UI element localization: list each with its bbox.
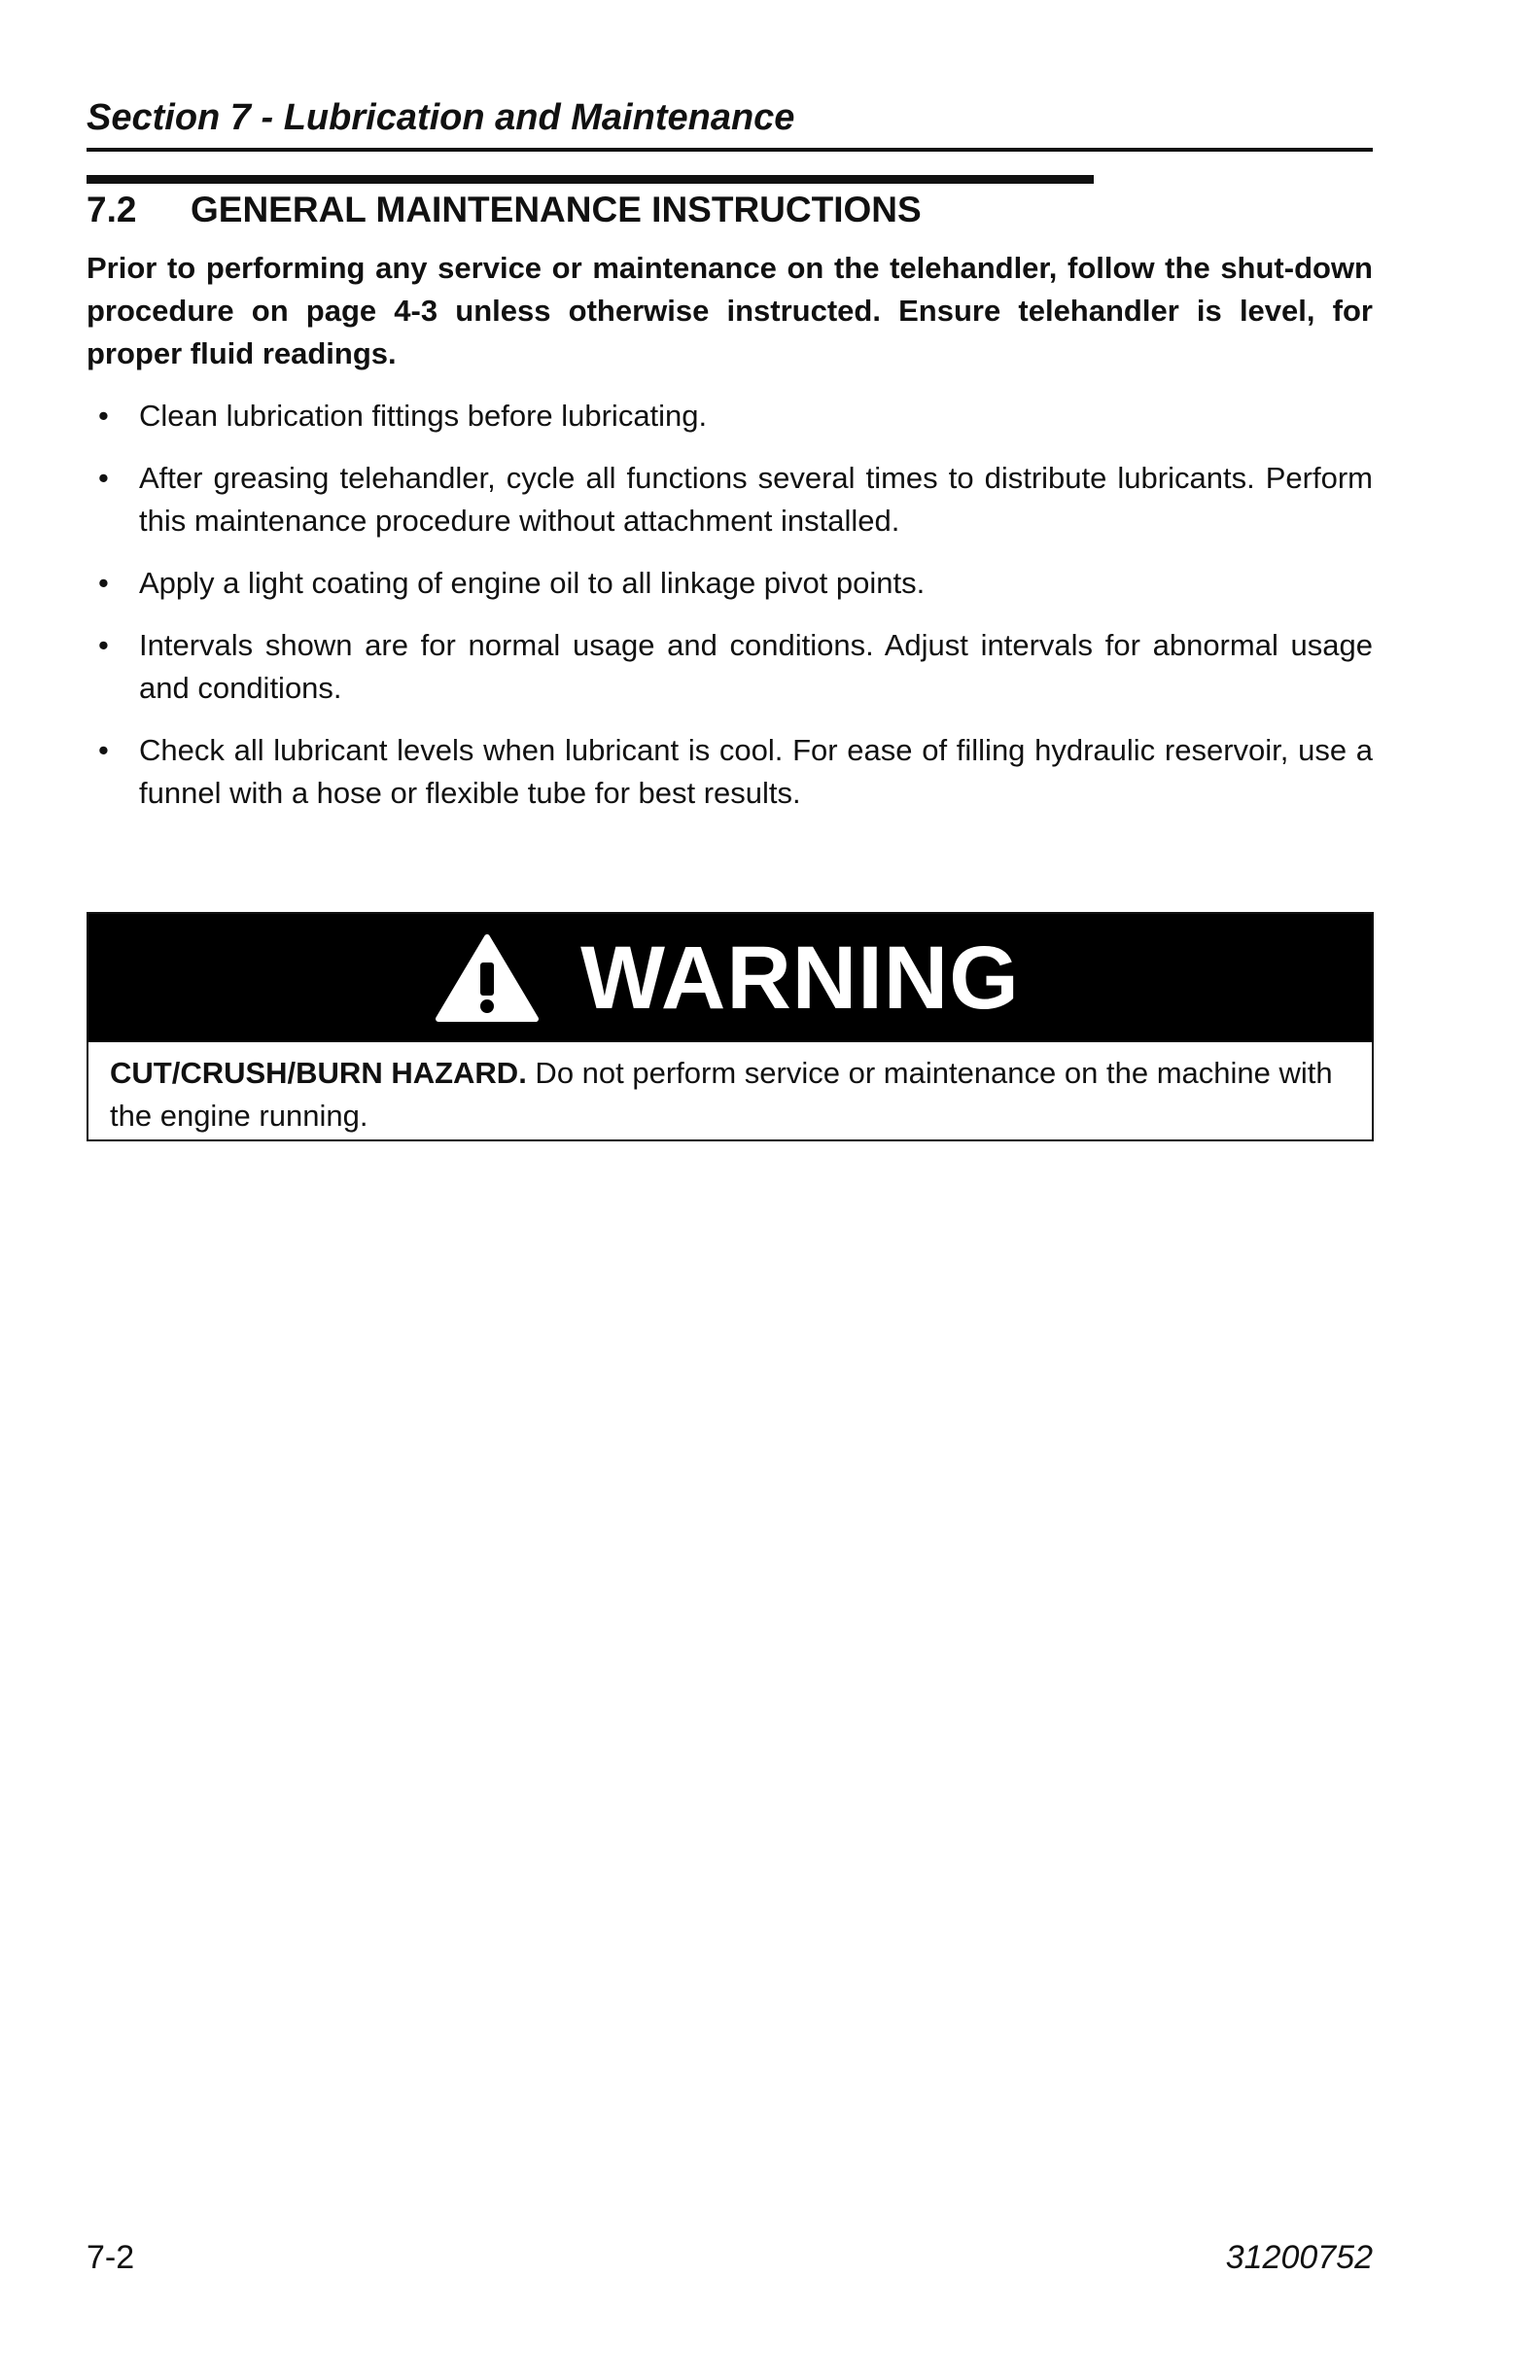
section-heading	[87, 186, 1373, 234]
warning-box	[87, 912, 1374, 1141]
warning-triangle-icon	[435, 933, 540, 1023]
bullet-glyph: •	[98, 399, 109, 433]
bullet-glyph: •	[98, 628, 109, 662]
list-item-text: After greasing telehandler, cycle all functions several times to distribute lubricants. Perform this maintenance procedure without attachment installed.	[139, 461, 1373, 538]
hazard-label: CUT/CRUSH/BURN HAZARD.	[110, 1056, 527, 1090]
section-number: 7.2	[87, 190, 137, 229]
list-item	[87, 562, 1373, 605]
hazard-text: Do not perform service or maintenance on the machine with the engine running.	[110, 1056, 1333, 1133]
intro-paragraph: Prior to performing any service or maintenance on the telehandler, follow the shut-down procedure on page 4-3 unless otherwise instructed. Ensure telehandler is level, for proper fluid readings.	[87, 251, 1373, 370]
warning-banner	[88, 914, 1372, 1042]
document-number: 31200752	[1225, 2239, 1373, 2276]
list-item	[87, 729, 1373, 815]
section-title: GENERAL MAINTENANCE INSTRUCTIONS	[191, 190, 922, 229]
bullet-glyph: •	[98, 566, 109, 600]
bullet-glyph: •	[98, 733, 109, 767]
page-number: 7-2	[87, 2239, 135, 2276]
list-item-text: Apply a light coating of engine oil to all linkage pivot points.	[139, 566, 926, 600]
warning-message	[88, 1052, 1372, 1138]
list-item	[87, 624, 1373, 710]
warning-title: WARNING	[580, 928, 1020, 1028]
list-item-text: Check all lubricant levels when lubricant is cool. For ease of filling hydraulic reservoir, use a funnel with a hose or flexible tube for best results.	[139, 733, 1373, 810]
header-rule	[87, 148, 1373, 152]
list-item	[87, 395, 1373, 438]
running-header: Section 7 - Lubrication and Maintenance	[87, 97, 795, 138]
list-item	[87, 457, 1373, 542]
instruction-list	[87, 395, 1373, 834]
bullet-glyph: •	[98, 461, 109, 495]
list-item-text: Intervals shown are for normal usage and conditions. Adjust intervals for abnormal usage and conditions.	[139, 628, 1373, 705]
section-bar	[87, 175, 1094, 184]
list-item-text: Clean lubrication fittings before lubricating.	[139, 399, 708, 433]
